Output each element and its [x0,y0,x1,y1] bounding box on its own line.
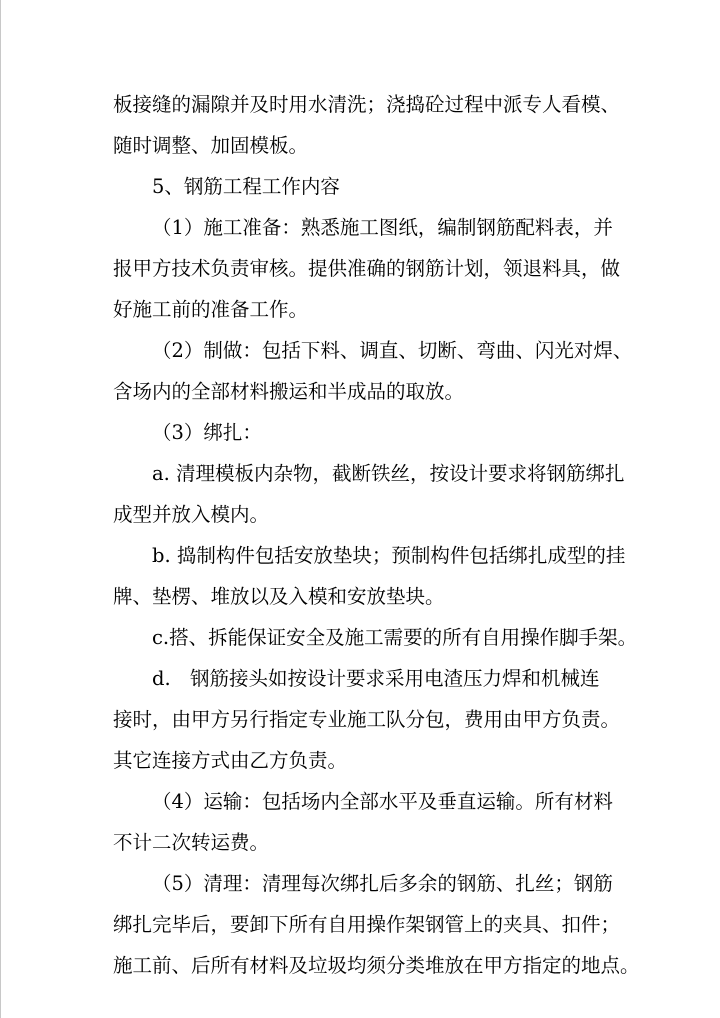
text-line: 施工前、后所有材料及垃圾均须分类堆放在甲方指定的地点。 [113,954,640,977]
text-line: （3）绑扎： [152,421,262,444]
item-d-text: 钢筋接头如按设计要求采用电渣压力焊和机械连 [190,667,600,690]
text-line: 其它连接方式由乙方负责。 [113,749,348,772]
text-line: 不计二次转运费。 [113,831,270,854]
text-line: 含场内的全部材料搬运和半成品的取放。 [113,380,465,403]
text-line: c.搭、拆能保证安全及施工需要的所有自用操作脚手架。 [152,626,638,649]
text-line: 绑扎完毕后，要卸下所有自用操作架钢管上的夹具、扣件； [113,913,621,936]
text-line: 好施工前的准备工作。 [113,298,309,321]
text-line: 报甲方技术负责审核。提供准确的钢筋计划，领退料具，做 [113,257,621,280]
item-d-label: d. [152,667,171,690]
text-line: 牌、垫楞、堆放以及入模和安放垫块。 [113,585,445,608]
text-line: （1）施工准备：熟悉施工图纸，编制钢筋配料表，并 [152,216,613,239]
text-line: （5）清理：清理每次绑扎后多余的钢筋、扎丝；钢筋 [152,872,613,895]
text-line: a. 清理模板内杂物，截断铁丝，按设计要求将钢筋绑扎 [152,462,625,485]
text-line: 成型并放入模内。 [113,503,270,526]
text-line: （2）制做：包括下料、调直、切断、弯曲、闪光对焊、 [152,339,633,362]
document-body [113,90,640,981]
section-heading: 5、钢筋工程工作内容 [152,175,340,198]
text-line: 板接缝的漏隙并及时用水清洗；浇捣砼过程中派专人看模、 [113,93,621,116]
text-line: 接时，由甲方另行指定专业施工队分包，费用由甲方负责。 [113,708,621,731]
text-line [113,664,613,694]
text-line: （4）运输：包括场内全部水平及垂直运输。所有材料 [152,790,613,813]
text-line: b. 捣制构件包括安放垫块；预制构件包括绑扎成型的挂 [152,544,626,567]
text-line: 随时调整、加固模板。 [113,134,309,157]
